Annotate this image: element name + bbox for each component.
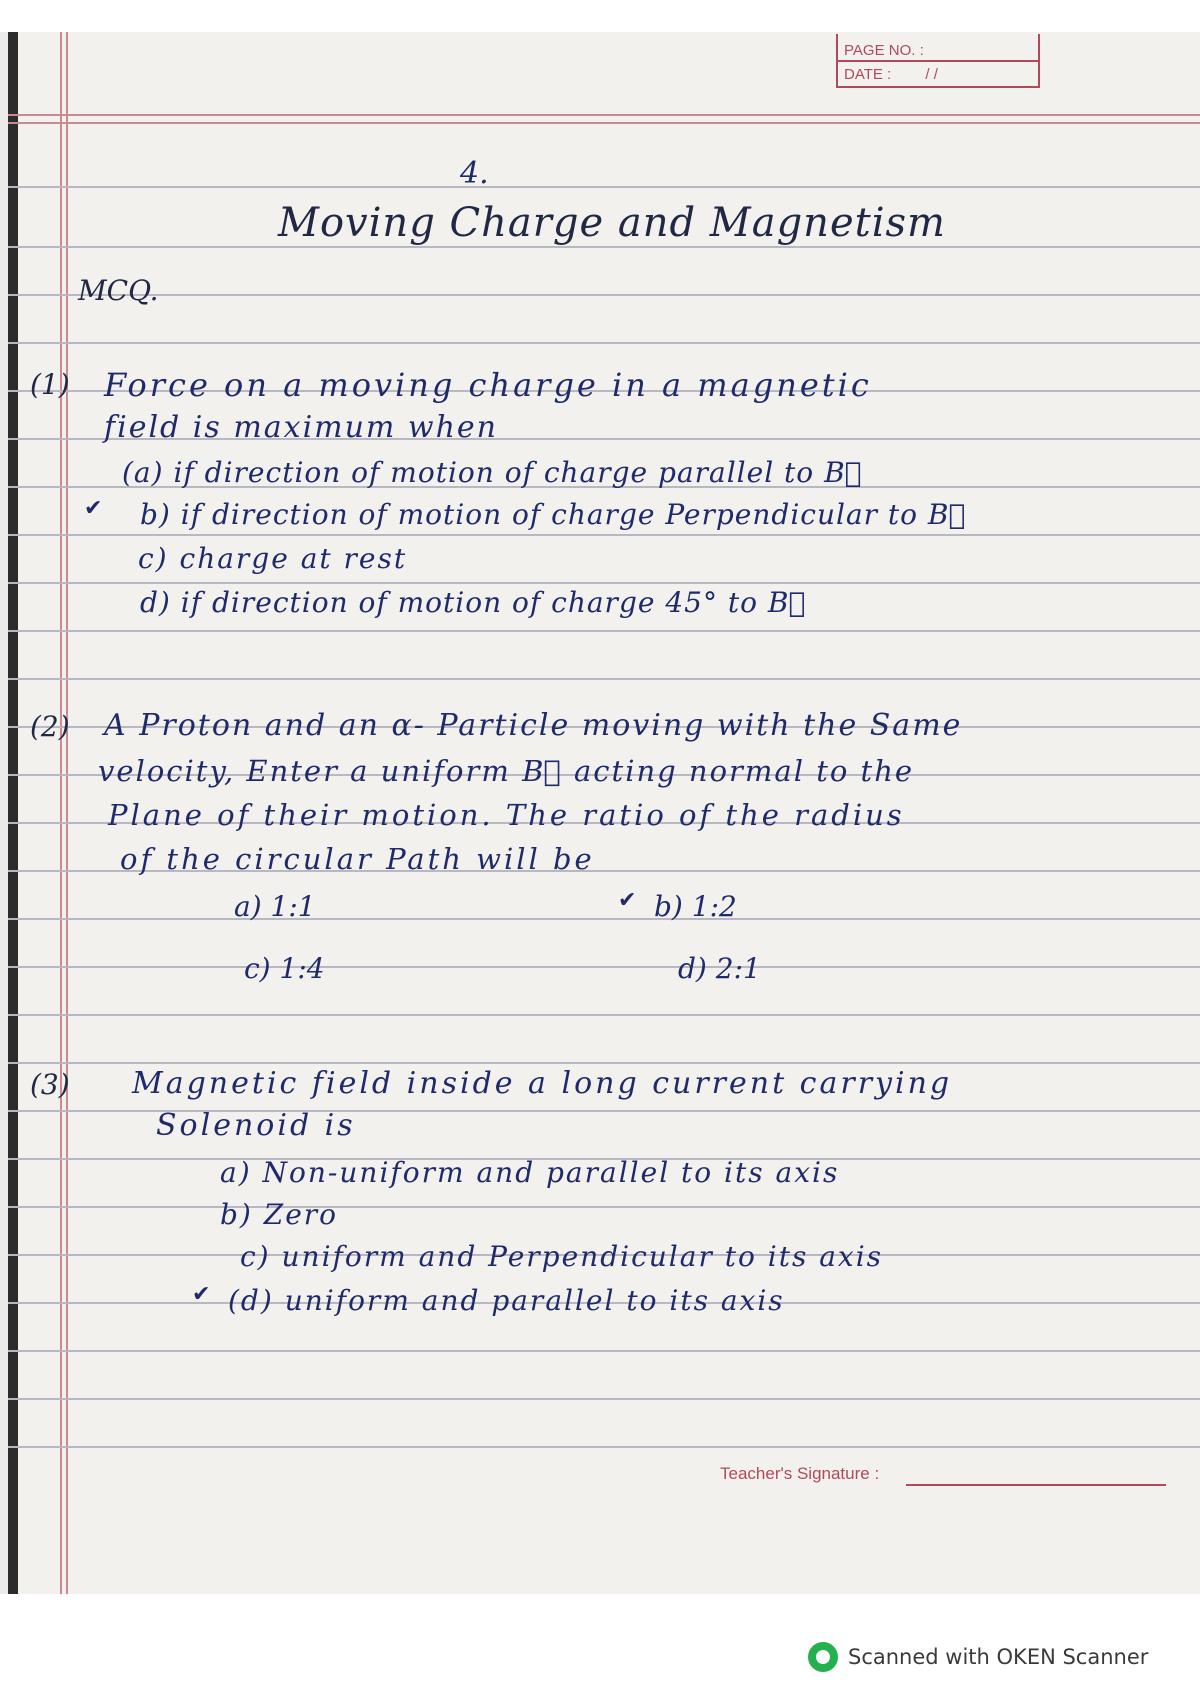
- chapter-title: Moving Charge and Magnetism: [278, 200, 946, 246]
- date-label: [844, 66, 938, 83]
- ruled-line: [8, 966, 1200, 968]
- option-text: if direction of motion of charge Perpendicular to B⃗: [180, 498, 967, 531]
- option-item: [244, 952, 325, 985]
- scanner-logo-icon: [808, 1642, 838, 1672]
- ruled-line: [8, 1398, 1200, 1400]
- option-text: if direction of motion of charge parallel to B⃗: [173, 456, 863, 489]
- option-label: b): [220, 1198, 253, 1231]
- ruled-line: [8, 582, 1200, 584]
- ruled-line: [8, 1014, 1200, 1016]
- option-label: c): [244, 952, 271, 985]
- option-item: [220, 1198, 338, 1231]
- option-label: b): [140, 498, 171, 531]
- option-text: 2:1: [715, 952, 761, 985]
- option-label: a): [234, 890, 262, 923]
- ruled-line: [8, 246, 1200, 248]
- question-text-line: Solenoid is: [156, 1108, 356, 1143]
- option-label: (d): [228, 1284, 274, 1317]
- option-item: [654, 890, 737, 923]
- option-text: 1:4: [279, 952, 325, 985]
- scanner-watermark: [808, 1642, 1148, 1672]
- question-text-line: velocity, Enter a uniform B⃗ acting normal to the: [98, 754, 915, 788]
- option-item: [220, 1156, 839, 1189]
- signature-line: [906, 1484, 1166, 1486]
- question-text-line: A Proton and an α- Particle moving with the Same: [104, 708, 963, 743]
- check-icon: ✔: [618, 888, 637, 913]
- option-text: uniform and parallel to its axis: [284, 1284, 785, 1317]
- ruled-line: [8, 534, 1200, 536]
- option-text: Zero: [263, 1198, 339, 1231]
- option-text: charge at rest: [179, 542, 408, 575]
- option-label: a): [220, 1156, 252, 1189]
- ruled-line: [8, 1446, 1200, 1448]
- ruled-line: [8, 918, 1200, 920]
- option-label: c): [240, 1240, 271, 1273]
- ruled-line: [8, 1062, 1200, 1064]
- option-text: 1:2: [691, 890, 737, 923]
- ruled-line: [8, 1206, 1200, 1208]
- ruled-line: [8, 186, 1200, 188]
- option-item: [234, 890, 316, 923]
- ruled-line: [8, 678, 1200, 680]
- ruled-line: [8, 342, 1200, 344]
- notebook-page: [8, 32, 1200, 1594]
- date-label-text: DATE :: [844, 66, 892, 83]
- section-label: MCQ.: [78, 274, 159, 307]
- option-item: [228, 1284, 785, 1317]
- notebook-sheet: [0, 32, 1200, 1594]
- header-rule: [8, 114, 1200, 116]
- margin-line: [66, 32, 68, 1594]
- option-label: d): [140, 586, 171, 619]
- header-rule: [8, 122, 1200, 124]
- option-text: Non-uniform and parallel to its axis: [262, 1156, 840, 1189]
- check-icon: ✔: [192, 1282, 211, 1307]
- option-text: 1:1: [270, 890, 316, 923]
- option-item: [240, 1240, 883, 1273]
- margin-line: [60, 32, 62, 1594]
- ruled-line: [8, 630, 1200, 632]
- option-item: [140, 586, 806, 619]
- option-label: d): [678, 952, 707, 985]
- ruled-line: [8, 1350, 1200, 1352]
- option-label: c): [138, 542, 169, 575]
- teacher-signature-label: Teacher's Signature :: [720, 1464, 880, 1483]
- question-text-line: Magnetic field inside a long current carrying: [132, 1066, 953, 1101]
- option-text: if direction of motion of charge 45° to B⃗: [180, 586, 807, 619]
- check-icon: ✔: [84, 496, 103, 521]
- option-item: [138, 542, 407, 575]
- question-text-line: Plane of their motion. The ratio of the radius: [108, 798, 905, 832]
- ruled-line: [8, 294, 1200, 296]
- option-label: b): [654, 890, 683, 923]
- question-number: (3): [30, 1068, 70, 1101]
- question-number: (2): [30, 710, 70, 743]
- option-item: [678, 952, 761, 985]
- question-number: (1): [30, 368, 70, 401]
- option-item: [140, 498, 966, 531]
- scanner-watermark-text: Scanned with OKEN Scanner: [848, 1645, 1149, 1669]
- option-text: uniform and Perpendicular to its axis: [281, 1240, 884, 1273]
- option-item: [122, 456, 862, 489]
- option-label: (a): [122, 456, 164, 489]
- binding-edge: [8, 32, 18, 1594]
- question-text-line: field is maximum when: [104, 410, 498, 445]
- page-date-box: [836, 34, 1040, 88]
- page-no-label: PAGE NO. :: [844, 42, 924, 59]
- box-divider: [838, 60, 1038, 62]
- question-text-line: of the circular Path will be: [120, 842, 595, 876]
- question-text-line: Force on a moving charge in a magnetic: [104, 366, 872, 404]
- chapter-number: 4.: [460, 156, 489, 191]
- date-value: / /: [925, 66, 938, 83]
